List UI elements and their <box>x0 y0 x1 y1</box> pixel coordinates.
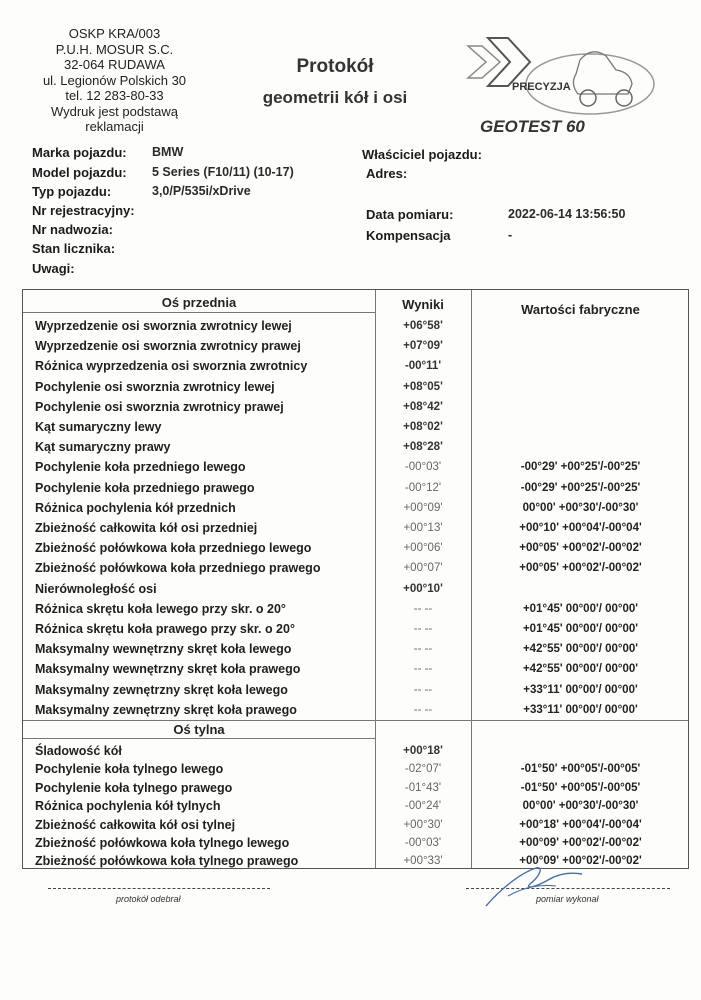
result-value: -- -- <box>413 643 433 656</box>
result-value: +00°18' <box>403 745 443 757</box>
result-value: +08°42' <box>403 400 443 413</box>
parameter-name: Maksymalny wewnętrzny skręt koła lewego <box>35 642 292 657</box>
factory-value: -00°29' +00°25'/-00°25' <box>520 461 641 474</box>
logo-tagline: PRECYZJA <box>512 81 571 93</box>
rear-axle-header: Oś tylna <box>173 722 225 737</box>
result-value: +08°02' <box>403 421 443 433</box>
factory-value: +33°11' 00°00'/ 00°00' <box>523 703 638 716</box>
factory-value: -00°29' +00°25'/-00°25' <box>520 481 641 494</box>
factory-value: +01°45' 00°00'/ 00°00' <box>522 602 639 615</box>
table-row <box>23 316 688 336</box>
table-row <box>23 417 688 437</box>
title-line-1: Protokół <box>296 56 374 77</box>
body-number-label: Nr nadwozia: <box>32 222 113 237</box>
parameter-name: Różnica wyprzedzenia osi sworznia zwrotnicy <box>35 359 308 374</box>
result-value: +07°09' <box>403 340 443 353</box>
table-row <box>23 619 688 639</box>
logo-name: GEOTEST 60 <box>480 117 585 136</box>
table-row <box>23 639 688 659</box>
company-line: ul. Legionów Polskich 30 <box>42 72 187 88</box>
result-value: -- -- <box>413 683 433 696</box>
company-line: OSKP KRA/003 <box>68 26 161 41</box>
section-divider <box>23 738 375 739</box>
result-value: +08°28' <box>403 441 443 454</box>
result-value: +00°30' <box>403 818 443 831</box>
table-row <box>23 700 688 720</box>
parameter-name: Kąt sumaryczny lewy <box>35 420 162 434</box>
result-value: -00°03' <box>404 461 442 474</box>
company-line: reklamacji <box>85 119 144 134</box>
result-value: -02°07' <box>404 763 442 776</box>
parameter-name: Nierównoległość osi <box>35 581 157 596</box>
table-row <box>23 778 688 798</box>
result-value: +00°09' <box>403 501 443 514</box>
result-value: +00°06' <box>403 542 443 555</box>
factory-value: 00°00' +00°30'/-00°30' <box>522 501 639 514</box>
date-value: 2022-06-14 13:56:50 <box>508 207 626 221</box>
table-row <box>23 518 688 538</box>
compensation-value: - <box>508 228 513 242</box>
factory-value: +00°18' +00°04'/-00°04' <box>519 818 642 831</box>
factory-value: +00°05' +00°02'/-00°02' <box>519 542 642 555</box>
result-value: -- -- <box>413 623 433 635</box>
factory-value: +00°10' +00°04'/-00°04' <box>519 522 642 534</box>
table-row <box>23 579 688 599</box>
table-row <box>23 377 688 397</box>
company-line: P.U.H. MOSUR S.C. <box>55 41 174 57</box>
parameter-name: Zbieżność połówkowa koła tylnego lewego <box>35 836 290 850</box>
table-row <box>23 478 688 498</box>
company-line: Wydruk jest podstawą <box>50 103 179 119</box>
parameter-name: Zbieżność całkowita kół osi tylnej <box>35 817 236 832</box>
compensation-label: Kompensacja <box>366 228 451 243</box>
result-value: +00°33' <box>403 855 443 868</box>
handwritten-signature <box>478 862 588 912</box>
title-line-2: geometrii kół i osi <box>262 88 408 107</box>
parameter-name: Pochylenie osi sworznia zwrotnicy lewej <box>35 379 275 394</box>
result-value: -00°12' <box>404 481 442 494</box>
table-row <box>23 796 688 816</box>
table-row <box>23 336 688 356</box>
table-row <box>23 558 688 578</box>
results-header: Wyniki <box>402 297 444 312</box>
result-value: +06°58' <box>403 320 443 332</box>
company-line: 32-064 RUDAWA <box>64 57 165 72</box>
model-label: Model pojazdu: <box>32 165 127 180</box>
measurement-table <box>22 289 689 869</box>
parameter-name: Maksymalny zewnętrzny skręt koła lewego <box>35 682 288 697</box>
parameter-name: Zbieżność połówkowa koła tylnego prawego <box>35 854 299 869</box>
factory-value: 00°00' +00°30'/-00°30' <box>522 800 639 813</box>
factory-value: +01°45' 00°00'/ 00°00' <box>522 623 639 635</box>
registration-label: Nr rejestracyjny: <box>32 203 135 218</box>
factory-value: -01°50' +00°05'/-00°05' <box>520 781 641 794</box>
header-divider <box>23 312 375 313</box>
factory-value: -01°50' +00°05'/-00°05' <box>520 763 641 776</box>
parameter-name: Kąt sumaryczny prawy <box>35 440 171 455</box>
result-value: -00°24' <box>404 800 442 813</box>
company-line: tel. 12 283-80-33 <box>65 88 164 103</box>
received-label: protokół odebrał <box>116 894 181 904</box>
table-row <box>23 659 688 679</box>
table-row <box>23 437 688 457</box>
table-row <box>23 457 688 477</box>
factory-value: +00°05' +00°02'/-00°02' <box>519 562 642 575</box>
table-row <box>23 741 688 761</box>
result-value: +00°07' <box>403 562 443 575</box>
parameter-name: Pochylenie osi sworznia zwrotnicy prawej <box>35 399 284 414</box>
parameter-name: Pochylenie koła przedniego lewego <box>35 460 246 475</box>
notes-label: Uwagi: <box>32 261 75 276</box>
date-label: Data pomiaru: <box>366 207 454 222</box>
parameter-name: Pochylenie koła tylnego lewego <box>35 762 224 777</box>
parameter-name: Różnica skrętu koła prawego przy skr. o 20° <box>35 622 295 636</box>
make-value: BMW <box>152 145 184 159</box>
type-value: 3,0/P/535i/xDrive <box>152 184 251 198</box>
parameter-name: Maksymalny wewnętrzny skręt koła prawego <box>35 662 301 677</box>
make-label: Marka pojazdu: <box>32 145 127 160</box>
owner-label: Właściciel pojazdu: <box>362 147 482 162</box>
table-row <box>23 815 688 835</box>
table-row <box>23 599 688 619</box>
parameter-name: Wyprzedzenie osi sworznia zwrotnicy lewej <box>35 319 292 333</box>
result-value: +00°13' <box>403 522 443 534</box>
document-title <box>235 56 435 108</box>
table-row <box>23 680 688 700</box>
parameter-name: Wyprzedzenie osi sworznia zwrotnicy prawej <box>35 339 301 354</box>
parameter-name: Różnica pochylenia kół tylnych <box>35 799 221 814</box>
parameter-name: Różnica skrętu koła lewego przy skr. o 20° <box>35 601 286 616</box>
parameter-name: Maksymalny zewnętrzny skręt koła prawego <box>35 702 297 717</box>
front-axle-header: Oś przednia <box>161 295 237 310</box>
type-label: Typ pojazdu: <box>32 184 112 199</box>
factory-value: +42°55' 00°00'/ 00°00' <box>522 663 639 676</box>
factory-value: +42°55' 00°00'/ 00°00' <box>522 643 639 656</box>
parameter-name: Śladowość kół <box>35 744 122 758</box>
table-row <box>23 759 688 779</box>
factory-value: +33°11' 00°00'/ 00°00' <box>523 683 638 696</box>
table-row <box>23 356 688 376</box>
section-divider <box>23 720 688 721</box>
table-row <box>23 833 688 853</box>
result-value: +00°10' <box>403 582 443 595</box>
company-info <box>12 26 217 135</box>
table-row <box>23 498 688 518</box>
received-signature-line <box>48 888 270 889</box>
address-label: Adres: <box>366 166 408 181</box>
performed-label: pomiar wykonał <box>536 894 599 904</box>
result-value: -- -- <box>413 703 433 716</box>
parameter-name: Pochylenie koła tylnego prawego <box>35 780 233 795</box>
table-row <box>23 397 688 417</box>
result-value: -00°11' <box>404 360 442 373</box>
parameter-name: Zbieżność połówkowa koła przedniego prawego <box>35 561 321 576</box>
result-value: -01°43' <box>404 781 442 794</box>
factory-value: +00°09' +00°02'/-00°02' <box>519 837 642 849</box>
result-value: -00°03' <box>404 837 442 849</box>
factory-header: Wartości fabryczne <box>521 302 640 317</box>
odometer-label: Stan licznika: <box>32 241 116 256</box>
model-value: 5 Series (F10/11) (10-17) <box>152 165 294 179</box>
result-value: +08°05' <box>403 380 443 393</box>
result-value: -- -- <box>413 663 433 676</box>
table-row <box>23 851 688 871</box>
table-row <box>23 538 688 558</box>
geotest-logo <box>460 32 660 142</box>
parameter-name: Pochylenie koła przedniego prawego <box>35 480 255 495</box>
parameter-name: Zbieżność połówkowa koła przedniego lewego <box>35 541 312 556</box>
parameter-name: Różnica pochylenia kół przednich <box>35 500 236 515</box>
parameter-name: Zbieżność całkowita kół osi przedniej <box>35 521 258 535</box>
logo-graphic <box>460 32 660 142</box>
result-value: -- -- <box>413 602 433 615</box>
factory-value: +00°09' +00°02'/-00°02' <box>519 855 642 868</box>
